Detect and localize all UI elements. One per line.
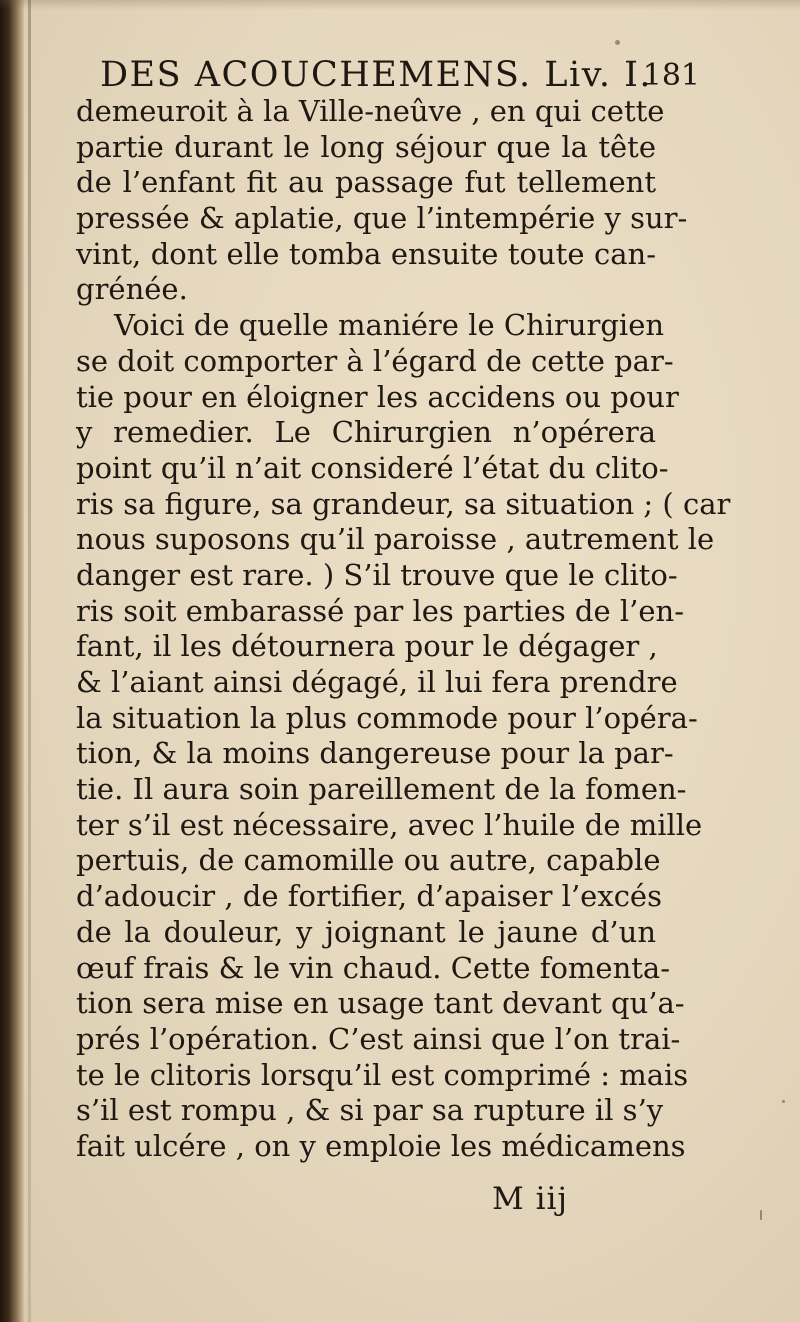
running-head: DES ACOUCHEMENS. Liv. I. [100,55,653,95]
text-line: tion sera mise en usage tant devant qu’a- [76,986,685,1021]
text-line: fait ulcére , on y emploie les médicamens [76,1128,686,1163]
paragraph-start-line: Voici de quelle maniére le Chirurgien [114,308,665,343]
text-line: demeuroit à la Ville-neûve , en qui cette [76,94,665,128]
text-line: de l’enfant fit au passage fut tellement [76,165,656,200]
text-line: ris sa figure, sa grandeur, sa situation ; ( car [76,486,731,521]
page-header [100,55,700,99]
text-line: tion, & la moins dangereuse pour la par- [76,736,674,771]
text-line: tie pour en éloigner les accidens ou pour [76,379,679,414]
page-number: 181 [642,58,700,93]
body-text [76,94,731,1165]
text-line: y remedier. Le Chirurgien n’opérera [76,415,656,450]
text-line: te le clitoris lorsqu’il est comprimé : mais [76,1057,689,1092]
text-line: la situation la plus commode pour l’opéra- [76,700,698,735]
text-line: point qu’il n’ait consideré l’état du clito- [76,450,669,485]
text-line: pertuis, de camomille ou autre, capable [76,843,661,878]
binding-edge [0,0,24,1322]
binding-shadow [28,0,31,1322]
text-line: vint, dont elle tomba ensuite toute can- [76,236,656,271]
text-line: prés l’opération. C’est ainsi que l’on trai- [76,1021,681,1056]
text-line: fant, il les détournera pour le dégager , [76,629,658,664]
text-line: pressée & aplatie, que l’intempérie y sur- [76,201,688,236]
text-line: de la douleur, y joignant le jaune d’un [76,914,656,949]
text-line: danger est rare. ) S’il trouve que le clito- [76,557,678,592]
paper-speck [615,40,620,45]
text-line: nous suposons qu’il paroisse , autrement le [76,522,715,557]
top-edge-shadow [0,0,800,10]
text-line: tie. Il aura soin pareillement de la fomen- [76,772,687,807]
text-line: & l’aiant ainsi dégagé, il lui fera prendre [76,665,678,699]
text-line: ris soit embarassé par les parties de l’en- [76,593,684,628]
text-line: ter s’il est nécessaire, avec l’huile de mille [76,807,703,842]
text-line: œuf frais & le vin chaud. Cette fomenta- [76,950,671,985]
text-line: s’il est rompu , & si par sa rupture il s’y [76,1093,664,1128]
text-line: se doit comporter à l’égard de cette par- [76,343,674,378]
paper-speck [782,1100,785,1103]
paper-speck [760,1210,762,1220]
text-line: grénée. [76,272,188,307]
text-line: d’adoucir , de fortifier, d’apaiser l’excés [76,879,662,914]
signature-mark: M iij [492,1181,569,1217]
text-line: partie durant le long séjour que la tête [76,129,656,164]
